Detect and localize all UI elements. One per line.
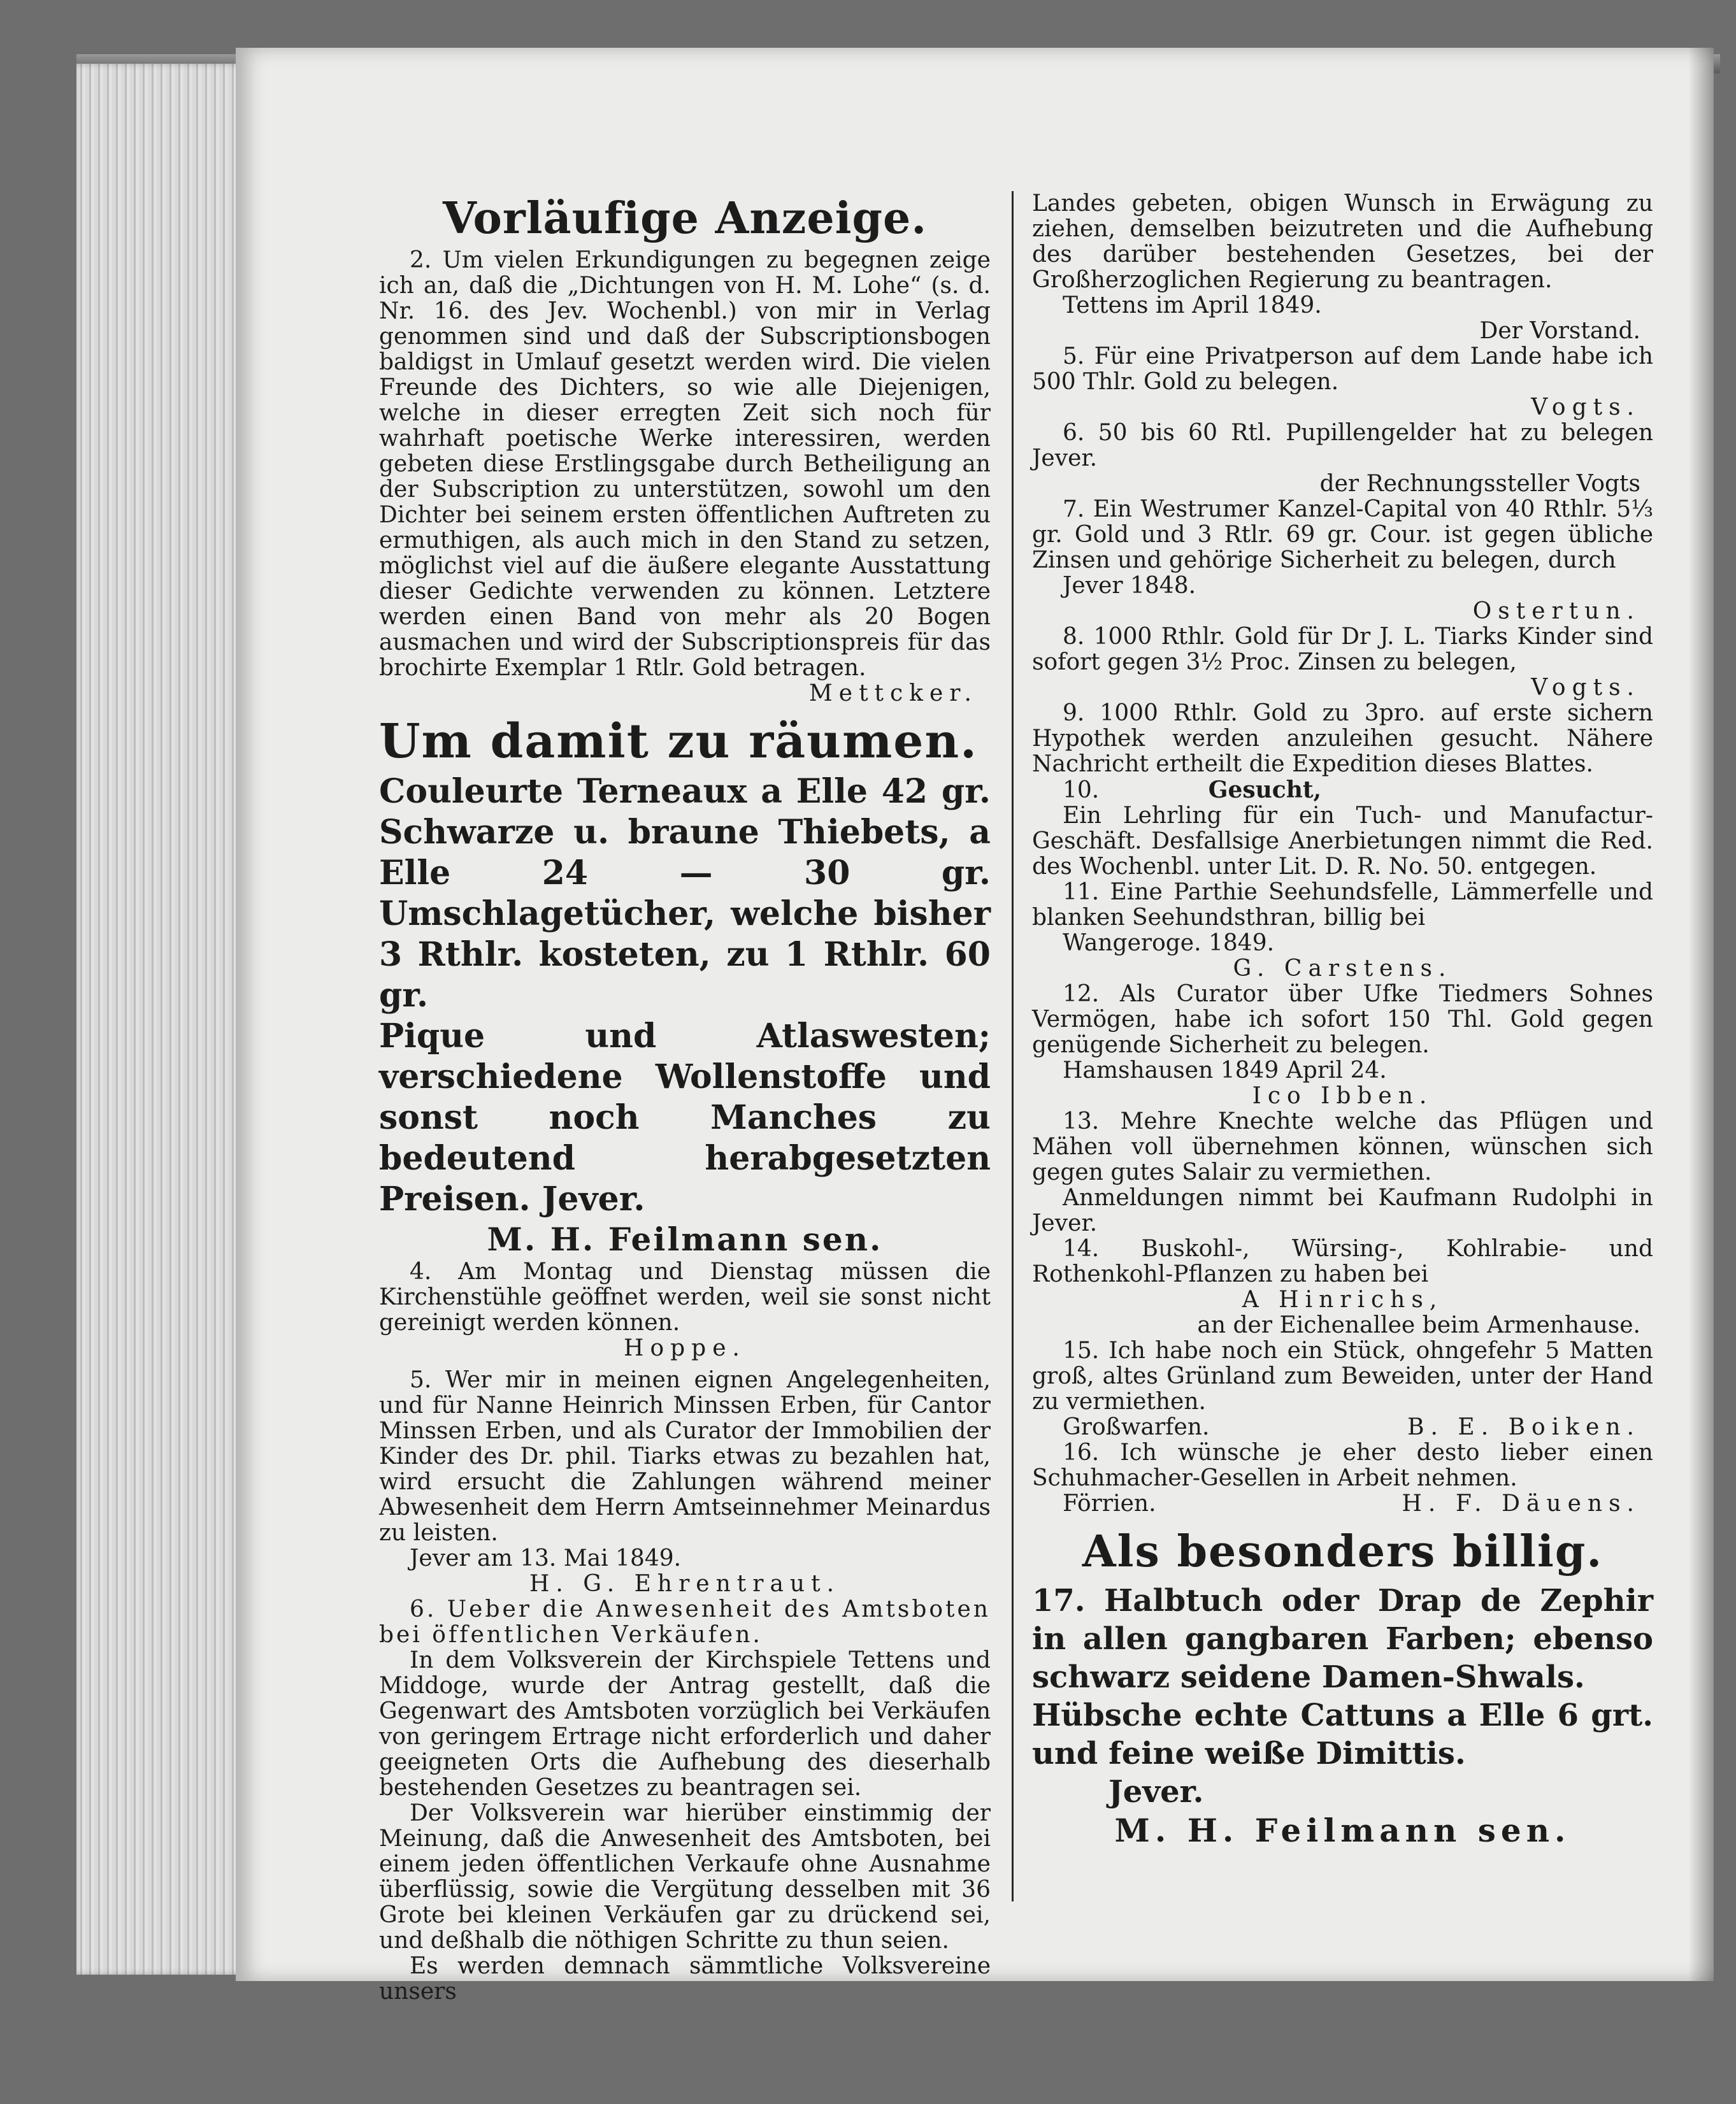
notice-15-signature: B. E. Boiken. xyxy=(1407,1414,1640,1440)
notice-5-text: 5. Wer mir in meinen eignen Angelegenheiten, und für Nanne Heinrich Minssen Erben, für Cantor Minssen Erben, und als Curator der Immobilien der Kinder des Dr. phil. Tiarks etwas zu bezahlen hat, wird ersucht die Zahlungen während meiner Abwesenheit dem Herrn Amtseinnehmer Meinardus zu leisten. xyxy=(379,1367,991,1546)
page-gutter-shadow xyxy=(1688,48,1714,1981)
column-divider xyxy=(1012,191,1014,1901)
left-column xyxy=(379,188,991,2005)
ad2-place: Jever. xyxy=(1108,1774,1204,1810)
notice-2-signature: Mettcker. xyxy=(808,680,978,706)
notice-8-signature: Vogts. xyxy=(1531,675,1640,701)
notice-8-text: 8. 1000 Rthlr. Gold für Dr J. L. Tiarks Kinder sind sofort gegen 3½ Proc. Zinsen zu belegen, xyxy=(1032,624,1653,675)
notice-5r-signature: Vogts. xyxy=(1531,394,1640,420)
notice-2-text: 2. Um vielen Erkundigungen zu begegnen zeige ich an, daß die „Dichtungen von H. M. Lohe“ (s. d. Nr. 16. des Jev. Wochenbl.) von mir in Verlag genommen sind und daß der Subscriptionsbogen baldigst in Umlauf gesetzt werden wird. Die vielen Freunde des Dichters, so wie alle Diejenigen, welche in dieser erregten Zeit sich noch für wahrhaft poetische Werke interessiren, werden gebeten diese Erstlingsgabe durch Betheiligung an der Subscription zu unterstützen, sowohl um den Dichter bei seinem ersten öffentlichen Auftreten zu ermuthigen, als auch mich in den Stand zu setzen, möglichst viel auf die äußere elegante Ausstattung dieser Gedichte verwenden zu können. Letztere werden einen Band von mehr als 20 Bogen ausmachen und wird der Subscriptionspreis für das brochirte Exemplar 1 Rtlr. Gold betragen. xyxy=(379,247,991,681)
notice-5-place: Jever am 13. Mai 1849. xyxy=(410,1545,682,1571)
notice-5r-text: 5. Für eine Privatperson auf dem Lande habe ich 500 Thlr. Gold zu belegen. xyxy=(1032,343,1653,395)
newspaper-page xyxy=(236,48,1714,2005)
notice-4-text: 4. Am Montag und Dienstag müssen die Kirchenstühle geöffnet werden, weil sie sonst nicht gereinigt werden können. xyxy=(379,1259,991,1336)
notice-13-contact: Anmeldungen nimmt bei Kaufmann Rudolphi in Jever. xyxy=(1032,1185,1653,1236)
notice-6-signature: Der Vorstand. xyxy=(1479,318,1640,344)
notice-16-footer xyxy=(1032,1491,1653,1517)
notice-4-signature: Hoppe. xyxy=(624,1335,746,1361)
notice-12-signature: Ico Ibben. xyxy=(1252,1083,1433,1109)
ad-text-2: Pique und Atlaswesten; verschiedene Wollenstoffe und sonst noch Manches zu bedeutend herabgesetzten Preisen. Jever. xyxy=(379,1017,991,1219)
notice-10-header xyxy=(1032,777,1653,803)
notice-10-text: Ein Lehrling für ein Tuch- und Manufactur-Geschäft. Desfallsige Anerbietungen nimmt die Red. des Wochenbl. unter Lit. D. R. No. 50. entgegen. xyxy=(1032,803,1653,880)
notice-11-signature: G. Carstens. xyxy=(1233,955,1453,982)
notice-16-place: Förrien. xyxy=(1063,1491,1156,1517)
ad2-text-2: Hübsche echte Cattuns a Elle 6 grt. und feine weiße Dimittis. xyxy=(1032,1698,1653,1771)
notice-7-place: Jever 1848. xyxy=(1063,573,1196,599)
notice-11-place: Wangeroge. 1849. xyxy=(1063,930,1275,956)
notice-16-signature: H. F. Däuens. xyxy=(1402,1491,1640,1517)
notice-10-number: 10. xyxy=(1063,777,1100,803)
notice-5-signature: H. G. Ehrentraut. xyxy=(529,1571,841,1597)
notice-7-signature: Ostertun. xyxy=(1472,598,1640,624)
ad2-signature: M. H. Feilmann sen. xyxy=(1114,1812,1571,1849)
notice-6-place: Tettens im April 1849. xyxy=(1063,292,1322,318)
right-column xyxy=(1032,191,1653,1850)
heading-vorlaeufige-anzeige: Vorläufige Anzeige. xyxy=(443,193,927,244)
notice-6r-signature: der Rechnungssteller Vogts xyxy=(1319,471,1640,497)
notice-9-text: 9. 1000 Rthlr. Gold zu 3pro. auf erste sichern Hypothek werden anzuleihen gesucht. Nähere Nachricht ertheilt die Expedition dieses Blattes. xyxy=(1032,700,1653,777)
notice-14-text: 14. Buskohl-, Würsing-, Kohlrabie- und Rothenkohl-Pflanzen zu haben bei xyxy=(1032,1236,1653,1287)
notice-12-text: 12. Als Curator über Ufke Tiedmers Sohnes Vermögen, habe ich sofort 150 Thl. Gold gegen genügende Sicherheit zu belegen. xyxy=(1032,981,1653,1058)
notice-13-text: 13. Mehre Knechte welche das Pflügen und Mähen voll übernehmen können, wünschen sich gegen gutes Salair zu vermiethen. xyxy=(1032,1108,1653,1185)
notice-14-signature: A Hinrichs, xyxy=(1242,1287,1444,1313)
notice-6-para-c: Es werden demnach sämmtliche Volksvereine unsers xyxy=(379,1953,991,2005)
notice-6-para-b: Der Volksverein war hierüber einstimmig der Meinung, daß die Anwesenheit des Amtsboten, bei einem jeden öffentlichen Verkaufe ohne Ausnahme überflüssig, sowie die Vergütung desselben mit 36 Grote bei kleinen Verkäufen gar zu drückend sei, und deßhalb die nöthigen Schritte zu thun seien. xyxy=(379,1800,991,1954)
ad-heading-raeumen: Um damit zu räumen. xyxy=(379,714,978,769)
notice-6-continued: Landes gebeten, obigen Wunsch in Erwägung zu ziehen, demselben beizutreten und die Aufhebung des darüber bestehenden Gesetzes, bei der Großherzoglichen Regierung zu beantragen. xyxy=(1032,190,1653,293)
notice-7-text: 7. Ein Westrumer Kanzel-Capital von 40 Rthlr. 5⅓ gr. Gold und 3 Rtlr. 69 gr. Cour. ist gegen übliche Zinsen und gehörige Sicherheit zu belegen, durch xyxy=(1032,496,1653,573)
notice-14-address: an der Eichenallee beim Armenhause. xyxy=(1197,1312,1640,1338)
notice-11-text: 11. Eine Parthie Seehundsfelle, Lämmerfelle und blanken Seehundsthran, billig bei xyxy=(1032,879,1653,931)
notice-12-place: Hamshausen 1849 April 24. xyxy=(1063,1057,1387,1084)
ad2-heading-billig: Als besonders billig. xyxy=(1082,1526,1603,1577)
notice-15-footer xyxy=(1032,1415,1653,1440)
notice-16-text: 16. Ich wünsche je eher desto lieber einen Schuhmacher-Gesellen in Arbeit nehmen. xyxy=(1032,1440,1653,1491)
notice-15-place: Großwarfen. xyxy=(1063,1414,1210,1440)
notice-6r-text: 6. 50 bis 60 Rtl. Pupillengelder hat zu belegen Jever. xyxy=(1032,420,1653,471)
notice-6-title: 6. Ueber die Anwesenheit des Amtsboten bei öffentlichen Verkäufen. xyxy=(379,1596,991,1648)
book-page-edges xyxy=(76,64,248,1975)
ad-text-1: Couleurte Terneaux a Elle 42 gr. Schwarze u. braune Thiebets, a Elle 24 — 30 gr. Umschlagetücher, welche bisher 3 Rthlr. kosteten, zu 1 Rthlr. 60 gr. xyxy=(379,772,991,1015)
ad2-text-1: 17. Halbtuch oder Drap de Zephir in allen gangbaren Farben; ebenso schwarz seidene Damen-Shwals. xyxy=(1032,1583,1653,1695)
notice-6-para-a: In dem Volksverein der Kirchspiele Tettens und Middoge, wurde der Antrag gestellt, daß die Gegenwart des Amtsboten vorzüglich bei Verkäufen von geringem Ertrage nicht erforderlich und daher geeigneten Orts die Aufhebung des dieserhalb bestehenden Gesetzes zu beantragen sei. xyxy=(379,1647,991,1801)
notice-15-text: 15. Ich habe noch ein Stück, ohngefehr 5 Matten groß, altes Grünland zum Beweiden, unter der Hand zu vermiethen. xyxy=(1032,1338,1653,1415)
notice-10-heading: Gesucht, xyxy=(1208,776,1322,803)
ad-signature: M. H. Feilmann sen. xyxy=(487,1220,883,1258)
